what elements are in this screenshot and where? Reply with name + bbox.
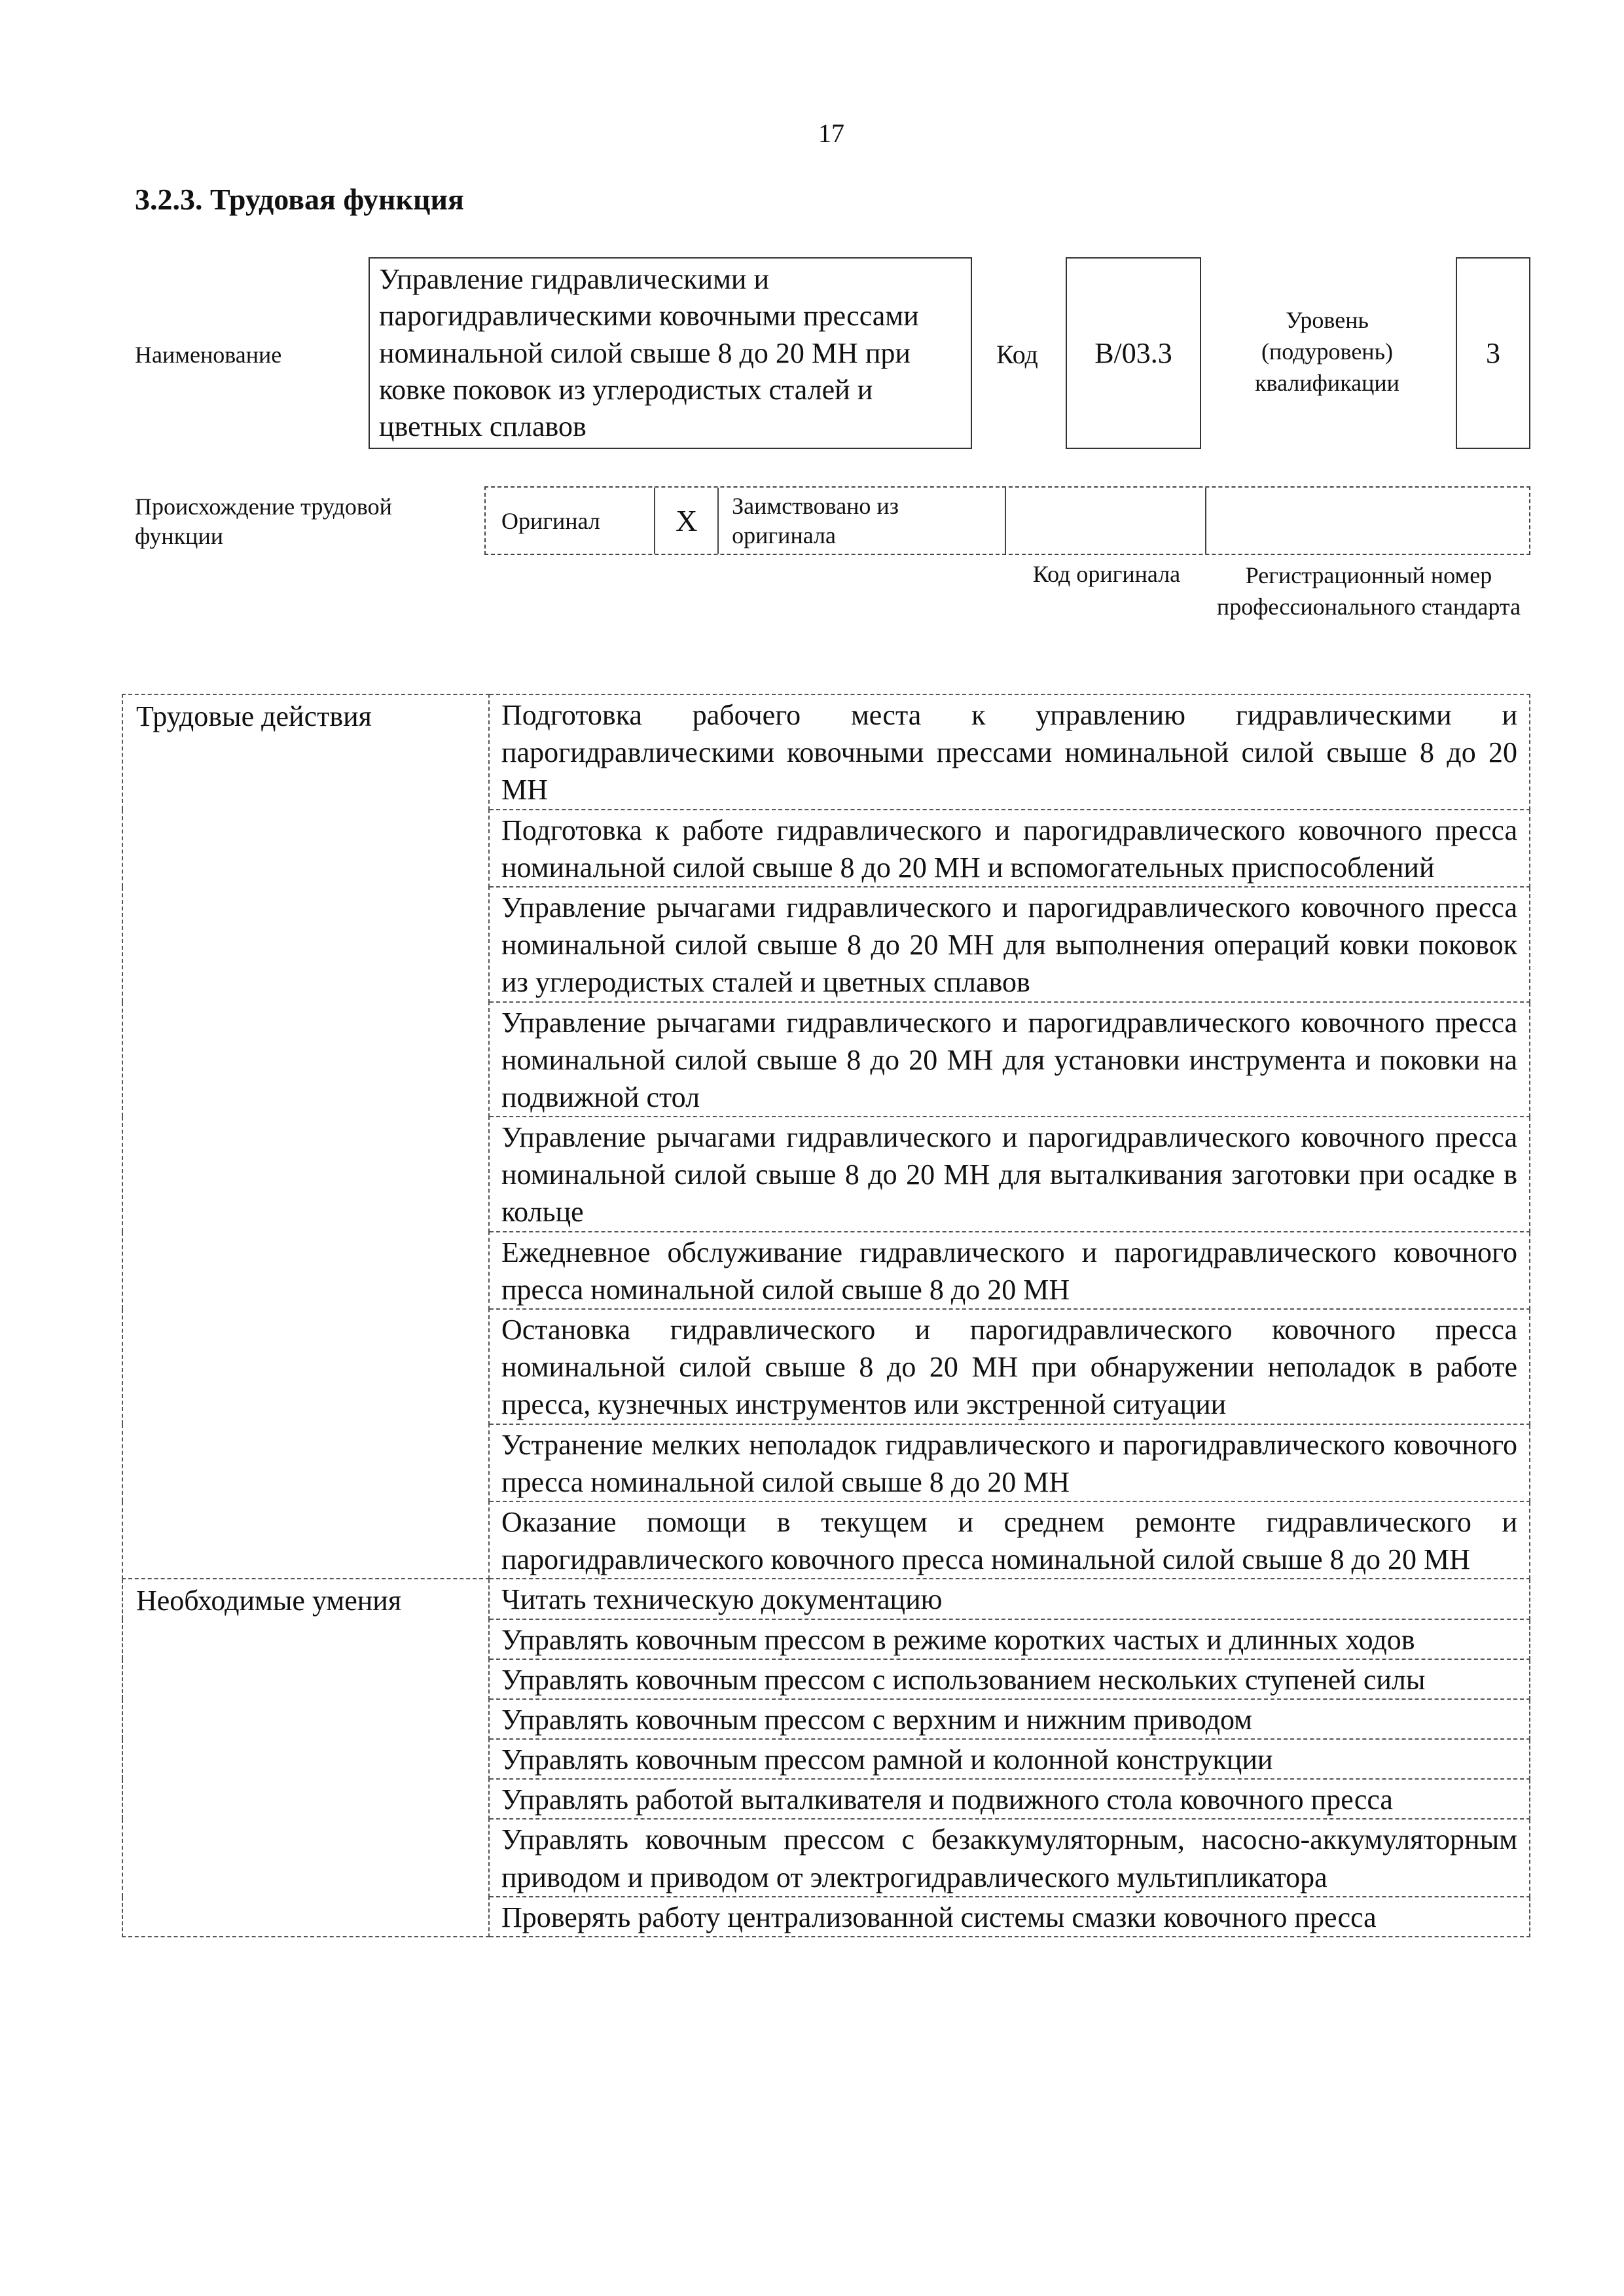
labor-function-table [122,694,1530,1937]
table-row [122,694,1530,810]
table-row [122,1579,1530,1619]
section-title: Трудовые действия [122,694,489,1579]
section-item: Управлять ковочным прессом с использованием нескольких ступеней силы [489,1659,1530,1699]
original-code-caption: Код оригинала [1032,561,1181,587]
original-code-cell [1006,488,1206,554]
function-name-box: Управление гидравлическими и парогидравлическими ковочными прессами номинальной силой свыше 8 до 20 МН при ковке поковок из углеродистых сталей и цветных сплавов [369,257,972,449]
section-item: Читать техническую документацию [489,1579,1530,1619]
name-label: Наименование [135,342,282,368]
level-label: Уровень (подуровень) квалификации [1255,307,1399,396]
section-item: Управлять ковочным прессом с безаккумуляторным, насосно-аккумуляторным приводом и приводом от электрогидравлического мультипликатора [489,1819,1530,1896]
borrowed-label: Заимствовано из оригинала [719,488,1006,554]
section-item: Остановка гидравлического и парогидравлического ковочного пресса номинальной силой свыше 8 до 20 МН при обнаружении неполадок в работе пресса, кузнечных инструментов или экстренной ситуации [489,1309,1530,1424]
section-item: Управление рычагами гидравлического и парогидравлического ковочного пресса номинальной силой свыше 8 до 20 МН для установки инструмента и поковки на подвижной стол [489,1002,1530,1117]
section-item: Управление рычагами гидравлического и парогидравлического ковочного пресса номинальной силой свыше 8 до 20 МН для выполнения операций ковки поковок из углеродистых сталей и цветных сплавов [489,887,1530,1002]
original-mark: X [655,488,719,554]
page-number: 17 [818,118,844,148]
section-item: Устранение мелких неполадок гидравлического и парогидравлического ковочного пресса номинальной силой свыше 8 до 20 МН [489,1424,1530,1501]
section-item: Управлять работой выталкивателя и подвижного стола ковочного пресса [489,1779,1530,1819]
origin-row [484,486,1530,555]
section-item: Ежедневное обслуживание гидравлического и парогидравлического ковочного пресса номинальной силой свыше 8 до 20 МН [489,1232,1530,1309]
reg-number-caption: Регистрационный номер профессионального стандарта [1216,562,1521,620]
original-label: Оригинал [486,488,655,554]
requirements-table [122,694,1530,1937]
section-item: Подготовка к работе гидравлического и парогидравлического ковочного пресса номинальной силой свыше 8 до 20 МН и вспомогательных приспособлений [489,810,1530,887]
reg-number-cell [1206,488,1529,554]
section-title: Необходимые умения [122,1579,489,1937]
section-heading: 3.2.3. Трудовая функция [135,183,464,216]
origin-label: Происхождение трудовой функции [135,493,392,549]
section-item: Управление рычагами гидравлического и парогидравлического ковочного пресса номинальной силой свыше 8 до 20 МН для выталкивания заготовки при осадке в кольце [489,1117,1530,1232]
section-item: Оказание помощи в текущем и среднем ремонте гидравлического и парогидравлического ковочного пресса номинальной силой свыше 8 до 20 МН [489,1501,1530,1579]
section-item: Управлять ковочным прессом рамной и колонной конструкции [489,1739,1530,1779]
section-item: Проверять работу централизованной системы смазки ковочного пресса [489,1897,1530,1937]
code-label: Код [996,340,1038,369]
section-item: Подготовка рабочего места к управлению гидравлическими и парогидравлическими ковочными прессами номинальной силой свыше 8 до 20 МН [489,694,1530,810]
level-value-box: 3 [1456,257,1530,449]
section-item: Управлять ковочным прессом с верхним и нижним приводом [489,1699,1530,1739]
code-value-box: B/03.3 [1066,257,1201,449]
section-item: Управлять ковочным прессом в режиме коротких частых и длинных ходов [489,1619,1530,1659]
